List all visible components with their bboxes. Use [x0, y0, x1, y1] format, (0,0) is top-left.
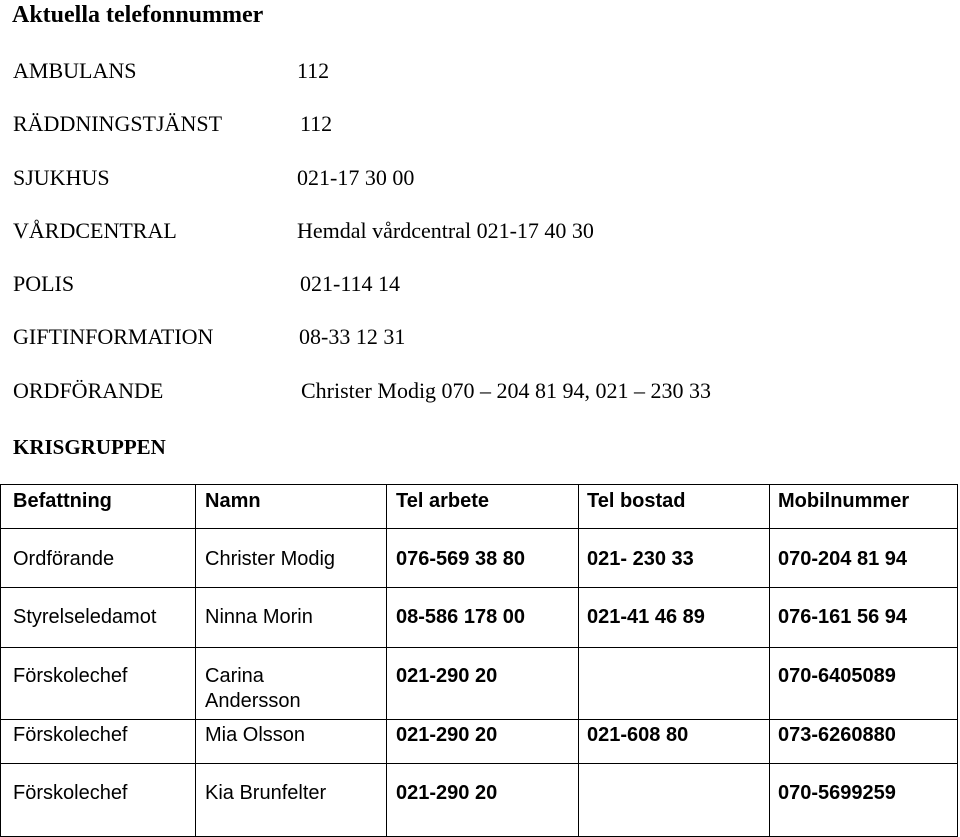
- cell-home-phone: 021-41 46 89: [587, 606, 705, 628]
- cell-role: Ordförande: [13, 548, 115, 570]
- cell-name: Christer Modig: [205, 548, 336, 570]
- cell-name: Kia Brunfelter: [205, 782, 327, 804]
- column-header-work-phone: Tel arbete: [396, 490, 489, 512]
- table-rule: [0, 528, 958, 529]
- page-title: Aktuella telefonnummer: [12, 2, 264, 28]
- cell-name: Mia Olsson: [205, 724, 306, 746]
- cell-work-phone: 076-569 38 80: [396, 548, 526, 570]
- table-rule: [0, 647, 958, 648]
- column-header-home-phone: Tel bostad: [587, 490, 686, 512]
- contact-value: 021-114 14: [300, 271, 401, 296]
- table-rule: [386, 484, 387, 837]
- table-rule: [957, 484, 958, 837]
- cell-work-phone: 08-586 178 00: [396, 606, 526, 628]
- contact-value: Christer Modig 070 – 204 81 94, 021 – 230 33: [301, 378, 712, 403]
- cell-home-phone: 021-608 80: [587, 724, 689, 746]
- contact-value: 021-17 30 00: [297, 165, 415, 190]
- column-header-mobile: Mobilnummer: [778, 490, 910, 512]
- table-rule: [0, 587, 958, 588]
- cell-home-phone: 021- 230 33: [587, 548, 694, 570]
- cell-mobile: 070-204 81 94: [778, 548, 908, 570]
- contact-label: RÄDDNINGSTJÄNST: [13, 111, 223, 136]
- table-rule: [0, 763, 958, 764]
- cell-mobile: 073-6260880: [778, 724, 896, 746]
- column-header-role: Befattning: [13, 490, 112, 512]
- column-header-name: Namn: [205, 490, 261, 512]
- contact-label: VÅRDCENTRAL: [13, 218, 177, 243]
- cell-name: Ninna Morin: [205, 606, 313, 628]
- cell-mobile: 076-161 56 94: [778, 606, 908, 628]
- contact-label: SJUKHUS: [13, 165, 110, 190]
- cell-name: Carina Andersson: [205, 665, 301, 712]
- cell-role: Förskolechef: [13, 724, 128, 746]
- cell-role: Styrelseledamot: [13, 606, 157, 628]
- contact-value: 08-33 12 31: [299, 324, 406, 349]
- cell-role: Förskolechef: [13, 665, 128, 687]
- contact-label: ORDFÖRANDE: [13, 378, 164, 403]
- table-rule: [769, 484, 770, 837]
- table-rule: [195, 484, 196, 837]
- cell-work-phone: 021-290 20: [396, 665, 498, 687]
- cell-role: Förskolechef: [13, 782, 128, 804]
- table-rule: [0, 484, 1, 837]
- section-heading: KRISGRUPPEN: [13, 435, 166, 459]
- cell-work-phone: 021-290 20: [396, 724, 498, 746]
- table-rule: [0, 719, 958, 720]
- contact-value: Hemdal vårdcentral 021-17 40 30: [297, 218, 594, 243]
- contact-value: 112: [300, 111, 333, 136]
- contact-value: 112: [297, 58, 330, 83]
- cell-work-phone: 021-290 20: [396, 782, 498, 804]
- cell-mobile: 070-5699259: [778, 782, 896, 804]
- table-rule: [0, 484, 958, 485]
- contact-label: POLIS: [13, 271, 75, 296]
- contact-label: GIFTINFORMATION: [13, 324, 214, 349]
- crisis-group-table: [0, 484, 960, 837]
- table-rule: [578, 484, 579, 837]
- cell-mobile: 070-6405089: [778, 665, 896, 687]
- contact-label: AMBULANS: [13, 58, 137, 83]
